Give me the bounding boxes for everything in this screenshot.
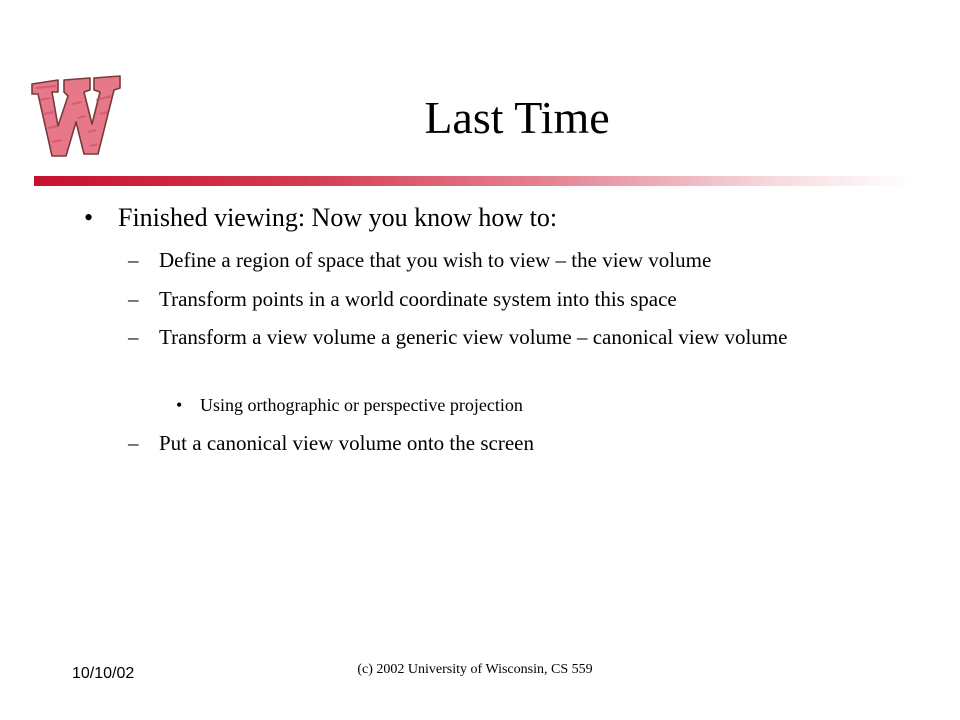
dash-icon: – [128, 325, 139, 349]
sub-sub-bullet [176, 393, 523, 417]
sub-bullet-text: Put a canonical view volume onto the screen [159, 431, 534, 455]
bullet-text: Finished viewing: Now you know how to: [118, 203, 558, 232]
bullet-level1 [84, 200, 557, 236]
sub-bullet [128, 285, 888, 313]
bullet-icon: • [176, 395, 183, 415]
sub-bullet-text: Transform points in a world coordinate system into this space [159, 287, 677, 311]
slide-title: Last Time [424, 92, 610, 143]
dash-icon: – [128, 287, 139, 311]
bullet-icon: • [84, 203, 94, 232]
footer-date: 10/10/02 [72, 665, 135, 682]
sub-bullet-text: Define a region of space that you wish to view – the view volume [159, 248, 712, 272]
dash-icon: – [128, 431, 139, 455]
title-underline [34, 176, 914, 186]
sub-bullet [128, 246, 888, 274]
sub-sub-bullet-text: Using orthographic or perspective projection [200, 395, 523, 415]
sub-bullet-text: Transform a view volume a generic view volume – canonical view volume [159, 325, 788, 349]
footer-copyright: (c) 2002 University of Wisconsin, CS 559 [357, 662, 593, 677]
sub-bullet [128, 323, 888, 351]
dash-icon: – [128, 248, 139, 272]
sub-bullet [128, 429, 888, 457]
